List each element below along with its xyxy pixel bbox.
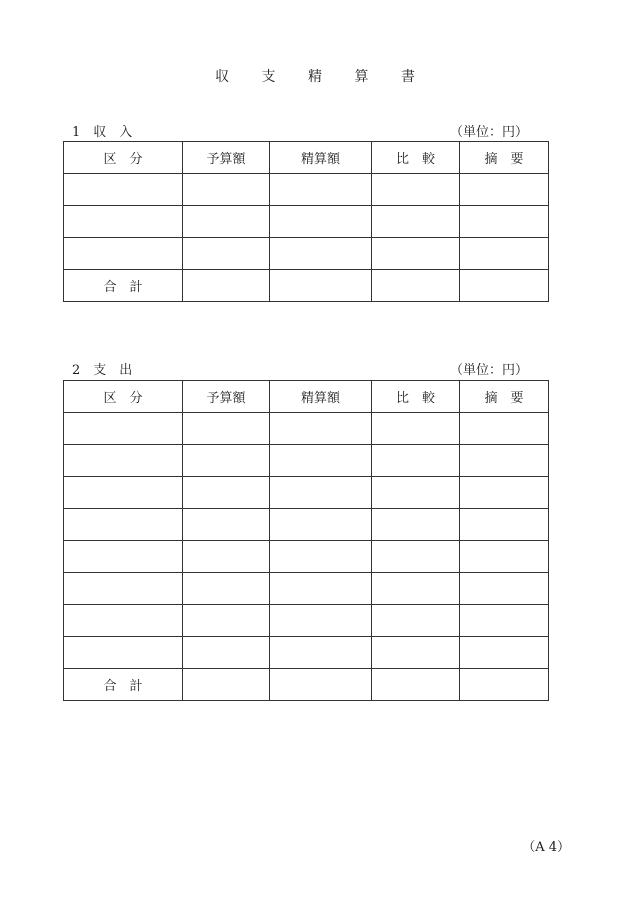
- expense-total-label: 合 計: [64, 669, 183, 701]
- table-cell[interactable]: [372, 637, 460, 669]
- expense-unit-label: （単位：円）: [449, 363, 528, 378]
- table-cell[interactable]: [270, 605, 372, 637]
- table-cell[interactable]: [270, 637, 372, 669]
- table-cell[interactable]: [183, 413, 270, 445]
- table-cell[interactable]: [64, 238, 183, 270]
- table-cell[interactable]: [183, 509, 270, 541]
- table-cell[interactable]: [372, 573, 460, 605]
- table-cell[interactable]: [183, 477, 270, 509]
- income-col-category: 区 分: [64, 142, 183, 174]
- income-table: [63, 141, 549, 302]
- table-cell[interactable]: [372, 541, 460, 573]
- table-cell[interactable]: [64, 445, 183, 477]
- income-col-settlement: 精算額: [270, 142, 372, 174]
- table-row: [64, 413, 549, 445]
- income-section-heading: 1 収 入: [72, 125, 133, 140]
- table-cell[interactable]: [460, 413, 549, 445]
- table-cell[interactable]: [270, 669, 372, 701]
- table-cell[interactable]: [64, 637, 183, 669]
- expense-col-category: 区 分: [64, 381, 183, 413]
- income-total-label: 合 計: [64, 270, 183, 302]
- table-row: [64, 445, 549, 477]
- table-cell[interactable]: [64, 605, 183, 637]
- table-cell[interactable]: [183, 270, 270, 302]
- income-col-budget: 予算額: [183, 142, 270, 174]
- table-cell[interactable]: [270, 206, 372, 238]
- table-row: [64, 541, 549, 573]
- table-cell[interactable]: [183, 573, 270, 605]
- table-cell[interactable]: [270, 573, 372, 605]
- table-cell[interactable]: [64, 573, 183, 605]
- table-cell[interactable]: [183, 238, 270, 270]
- table-cell[interactable]: [372, 669, 460, 701]
- table-row: [64, 174, 549, 206]
- table-cell[interactable]: [372, 413, 460, 445]
- table-cell[interactable]: [460, 637, 549, 669]
- table-cell[interactable]: [460, 206, 549, 238]
- income-col-comparison: 比 較: [372, 142, 460, 174]
- table-cell[interactable]: [460, 541, 549, 573]
- table-row: [64, 637, 549, 669]
- income-col-remarks: 摘 要: [460, 142, 549, 174]
- table-cell[interactable]: [270, 174, 372, 206]
- table-row: [64, 509, 549, 541]
- expense-col-comparison: 比 較: [372, 381, 460, 413]
- expense-total-row: [64, 669, 549, 701]
- table-cell[interactable]: [460, 573, 549, 605]
- table-cell[interactable]: [270, 541, 372, 573]
- table-cell[interactable]: [270, 238, 372, 270]
- table-cell[interactable]: [183, 174, 270, 206]
- income-total-row: [64, 270, 549, 302]
- income-unit-label: （単位：円）: [449, 125, 528, 140]
- table-cell[interactable]: [372, 605, 460, 637]
- table-cell[interactable]: [460, 238, 549, 270]
- table-cell[interactable]: [460, 605, 549, 637]
- table-cell[interactable]: [270, 270, 372, 302]
- table-cell[interactable]: [372, 238, 460, 270]
- table-cell[interactable]: [64, 477, 183, 509]
- table-row: [64, 206, 549, 238]
- table-cell[interactable]: [372, 477, 460, 509]
- expense-header-row: [64, 381, 549, 413]
- table-cell[interactable]: [460, 174, 549, 206]
- table-cell[interactable]: [183, 669, 270, 701]
- table-cell[interactable]: [460, 270, 549, 302]
- table-row: [64, 238, 549, 270]
- expense-section-heading: 2 支 出: [72, 363, 133, 378]
- table-cell[interactable]: [183, 605, 270, 637]
- table-cell[interactable]: [372, 270, 460, 302]
- table-cell[interactable]: [64, 413, 183, 445]
- table-cell[interactable]: [372, 206, 460, 238]
- table-cell[interactable]: [460, 669, 549, 701]
- table-cell[interactable]: [372, 445, 460, 477]
- table-cell[interactable]: [460, 509, 549, 541]
- table-cell[interactable]: [64, 541, 183, 573]
- table-cell[interactable]: [183, 541, 270, 573]
- table-cell[interactable]: [270, 413, 372, 445]
- table-row: [64, 573, 549, 605]
- table-row: [64, 605, 549, 637]
- expense-col-remarks: 摘 要: [460, 381, 549, 413]
- table-cell[interactable]: [183, 445, 270, 477]
- table-cell[interactable]: [460, 445, 549, 477]
- table-cell[interactable]: [64, 206, 183, 238]
- table-row: [64, 477, 549, 509]
- table-cell[interactable]: [64, 509, 183, 541]
- table-cell[interactable]: [270, 509, 372, 541]
- table-cell[interactable]: [64, 174, 183, 206]
- expense-table: [63, 380, 549, 701]
- table-cell[interactable]: [183, 206, 270, 238]
- expense-col-settlement: 精算額: [270, 381, 372, 413]
- table-cell[interactable]: [183, 637, 270, 669]
- table-cell[interactable]: [372, 509, 460, 541]
- table-cell[interactable]: [372, 174, 460, 206]
- expense-col-budget: 予算額: [183, 381, 270, 413]
- table-cell[interactable]: [460, 477, 549, 509]
- income-header-row: [64, 142, 549, 174]
- paper-size-label: （A 4）: [522, 840, 570, 855]
- document-title: 収 支 精 算 書: [215, 69, 429, 85]
- table-cell[interactable]: [270, 445, 372, 477]
- table-cell[interactable]: [270, 477, 372, 509]
